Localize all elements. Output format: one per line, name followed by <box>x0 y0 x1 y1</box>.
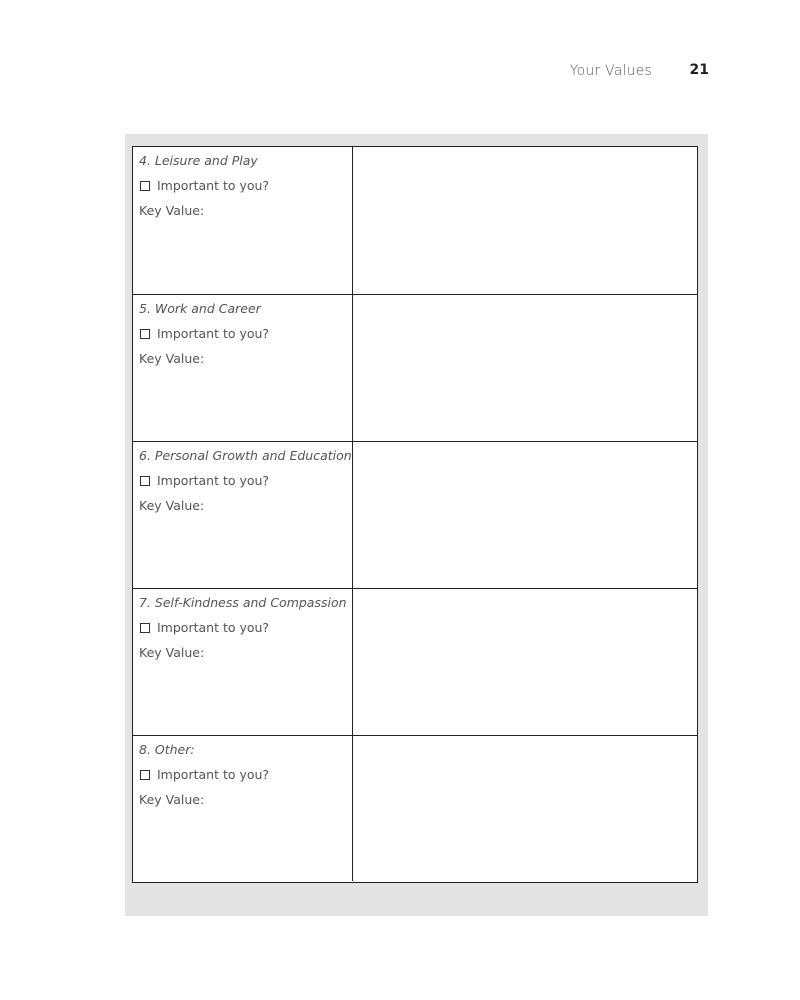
writing-area[interactable] <box>353 147 697 294</box>
page-number: 21 <box>689 62 709 78</box>
important-option <box>139 326 269 341</box>
important-checkbox[interactable] <box>140 623 150 633</box>
key-value-label: Key Value: <box>139 645 205 660</box>
row-label-cell <box>133 442 353 588</box>
important-option <box>139 767 269 782</box>
row-label-cell <box>133 589 353 735</box>
worksheet-row-work <box>133 294 697 441</box>
key-value-label: Key Value: <box>139 203 205 218</box>
writing-area[interactable] <box>353 295 697 441</box>
important-label: Important to you? <box>157 178 270 193</box>
writing-area[interactable] <box>353 442 697 588</box>
writing-area[interactable] <box>353 589 697 735</box>
important-label: Important to you? <box>157 326 270 341</box>
category-title: 4. Leisure and Play <box>139 153 258 168</box>
worksheet-row-other <box>133 735 697 881</box>
category-title: 5. Work and Career <box>139 301 261 316</box>
important-checkbox[interactable] <box>140 329 150 339</box>
row-label-cell <box>133 295 353 441</box>
writing-area[interactable] <box>353 736 697 881</box>
worksheet-row-leisure <box>133 147 697 294</box>
important-checkbox[interactable] <box>140 181 150 191</box>
important-label: Important to you? <box>157 767 270 782</box>
important-checkbox[interactable] <box>140 770 150 780</box>
worksheet-row-self-kindness <box>133 588 697 735</box>
important-label: Important to you? <box>157 620 270 635</box>
row-label-cell <box>133 147 353 294</box>
important-option <box>139 178 269 193</box>
important-label: Important to you? <box>157 473 270 488</box>
category-title: 7. Self-Kindness and Compassion <box>139 595 347 610</box>
category-title: 6. Personal Growth and Education <box>139 448 352 463</box>
section-title: Your Values <box>569 63 652 79</box>
key-value-label: Key Value: <box>139 792 205 807</box>
important-checkbox[interactable] <box>140 476 150 486</box>
values-worksheet-table <box>132 146 698 883</box>
row-label-cell <box>133 736 353 881</box>
important-option <box>139 473 269 488</box>
key-value-label: Key Value: <box>139 498 205 513</box>
category-title: 8. Other: <box>139 742 195 757</box>
important-option <box>139 620 269 635</box>
worksheet-row-growth <box>133 441 697 588</box>
running-head <box>0 62 800 84</box>
key-value-label: Key Value: <box>139 351 205 366</box>
